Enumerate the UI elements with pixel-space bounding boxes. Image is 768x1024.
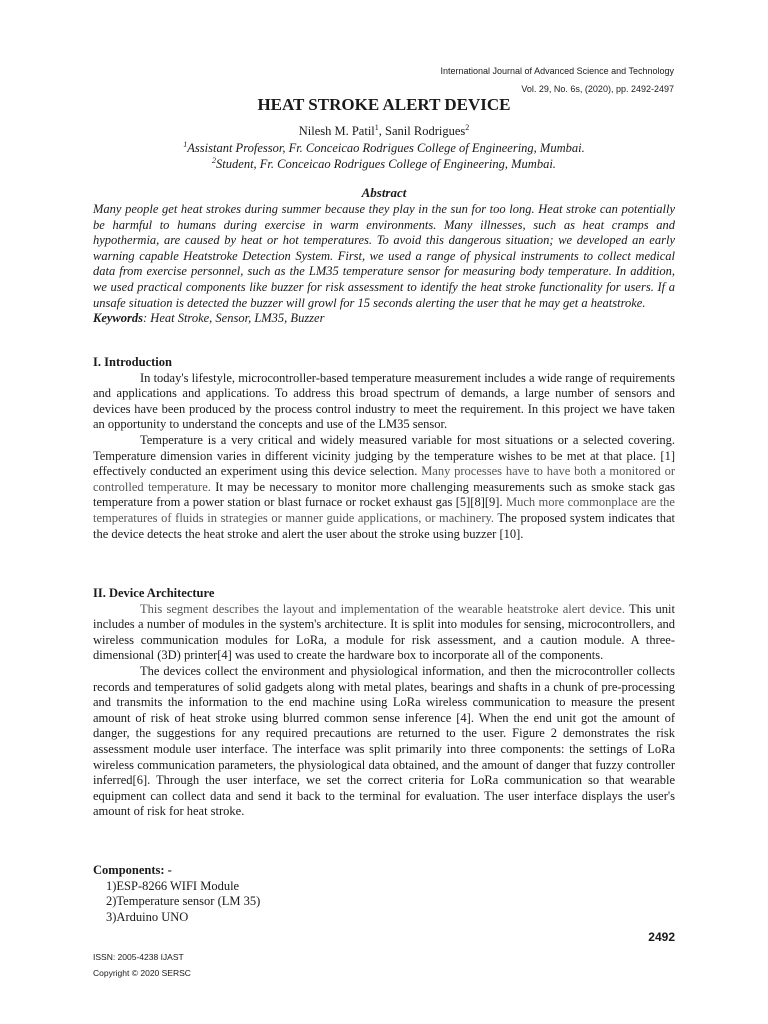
paragraph-text: This unit includes a number of modules in the system's architecture. It is split into modules for sensing, microcontrollers, and wireless communication modules for LoRa, a module for risk assessment, and a caution module. A three-dimensional (3D) printer[4] was used to create the hardware box to incorporate all of the components. — [93, 601, 675, 663]
components-section — [93, 863, 675, 925]
page-number: 2492 — [648, 930, 675, 944]
paragraph-text: This segment describes the layout and implementation of the wearable heatstroke alert device. — [140, 601, 625, 616]
paragraph-text: It may be necessary to monitor more challenging measurements such as smoke stack gas temperature from a power station or blast furnace or rocket exhaust gas [5][8][9]. — [93, 479, 675, 510]
paragraph-text: Much more commonplace are the temperatures of fluids in strategies or manner guide applications, or machinery. — [93, 495, 675, 525]
abstract-section — [93, 202, 675, 327]
paragraph: In today's lifestyle, microcontroller-based temperature measurement includes a wide range of requirements and applications and applications. To address this broad spectrum of demands, a large number of sensors and devices have been produced by the process control industry to meet the requirement. In this project we have taken an opportunity to understand the concepts and use of the LM35 sensor. — [93, 370, 675, 432]
paragraph-text: Temperature is a very critical and widely measured variable for most situations or a selected covering. Temperature dimension varies in different vicinity judging by the temperature wishes to be met at that place. [1] effectively conducted an experiment using this device selection. — [93, 432, 675, 479]
journal-volume: Vol. 29, No. 6s, (2020), pp. 2492-2497 — [521, 84, 674, 94]
issn: ISSN: 2005-4238 IJAST — [93, 952, 184, 962]
list-item: 1)ESP-8266 WIFI Module — [106, 878, 240, 893]
abstract-heading: Abstract — [361, 185, 407, 200]
section-title: . Introduction — [97, 355, 172, 369]
journal-name: International Journal of Advanced Science and Technology — [440, 66, 674, 76]
journal-header — [441, 62, 675, 98]
affiliation-text: Student, Fr. Conceicao Rodrigues College of Engineering, Mumbai. — [216, 157, 556, 172]
affiliation-sup: 1 — [183, 140, 188, 149]
abstract-text: Many people get heat strokes during summer because they play in the sun for too long. Heat stroke can potentially be harmful to humans during exercise in warm environments. Many illnesses, such as heat cramps and hypothermia, are caused by heat or hot temperatures. To avoid this dangerous situation; we developed an early warning capable Heatstroke Detection System. First, we used a range of physical instruments to collect medical data from exercise personnel, such as the LM35 temperature sensor for measuring body temperature. In addition, we used practical components like buzzer for risk assessment to identify the heat stroke functionality for users. If a unsafe situation is detected the buzzer will growl for 15 seconds alerting the user that he may get a heatstroke. — [93, 202, 675, 310]
author-line — [0, 123, 768, 139]
section-heading: Components: - — [93, 863, 172, 877]
author-sup: 2 — [465, 123, 470, 132]
paragraph-text: The proposed system indicates that the device detects the heat stroke and alert the user about the stroke using buzzer [10]. — [93, 510, 675, 541]
author-name: Nilesh M. Patil — [298, 124, 375, 139]
author-name: Sanil Rodrigues — [385, 124, 466, 139]
keywords-label: Keywords — [93, 311, 143, 326]
copyright: Copyright © 2020 SERSC — [93, 968, 191, 978]
list-item: 3)Arduino UNO — [106, 909, 189, 924]
section-number: I — [93, 355, 98, 369]
affiliation-sup: 2 — [212, 156, 217, 165]
author-sup: 1 — [374, 123, 379, 132]
paragraph — [93, 602, 675, 664]
section-heading: II. Device Architecture — [93, 586, 215, 600]
paper-title: HEAT STROKE ALERT DEVICE — [257, 95, 511, 114]
paragraph: The devices collect the environment and physiological information, and then the microcontroller collects records and temperatures of solid gadgets along with metal plates, bearings and shafts in a chunk of pre-processing and transmits the information to the end machine using LoRa wireless communication to measure the present amount of risk of heat stroke using blurred common sense inference [4]. When the end unit got the amount of danger, the suggestions for any required precautions are returned to the user. Figure 2 demonstrates the risk assessment module user interface. The interface was split primarily into three components: the settings of LoRa wireless communication parameters, the physiological data obtained, and the amount of danger that fuzzy controller inferred[6]. Through the user interface, we set the correct criteria for LoRa communication so that wearable equipment can collect data and send it back to the terminal for evaluation. The user interface displays the user's amount of risk for heat stroke. — [93, 663, 675, 819]
section-heading — [93, 355, 675, 371]
paragraph-text: Many processes have to have both a monitored or controlled temperature. — [93, 464, 675, 494]
author-separator: , — [378, 124, 386, 139]
affiliation — [0, 140, 768, 156]
keywords — [93, 311, 675, 327]
introduction-section — [93, 355, 675, 542]
affiliation — [0, 156, 768, 172]
affiliation-text: Assistant Professor, Fr. Conceicao Rodrigues College of Engineering, Mumbai. — [187, 141, 585, 156]
architecture-section — [93, 586, 675, 820]
list-item: 2)Temperature sensor (LM 35) — [106, 894, 261, 909]
paragraph — [93, 433, 675, 542]
keywords-text: : Heat Stroke, Sensor, LM35, Buzzer — [143, 311, 325, 326]
